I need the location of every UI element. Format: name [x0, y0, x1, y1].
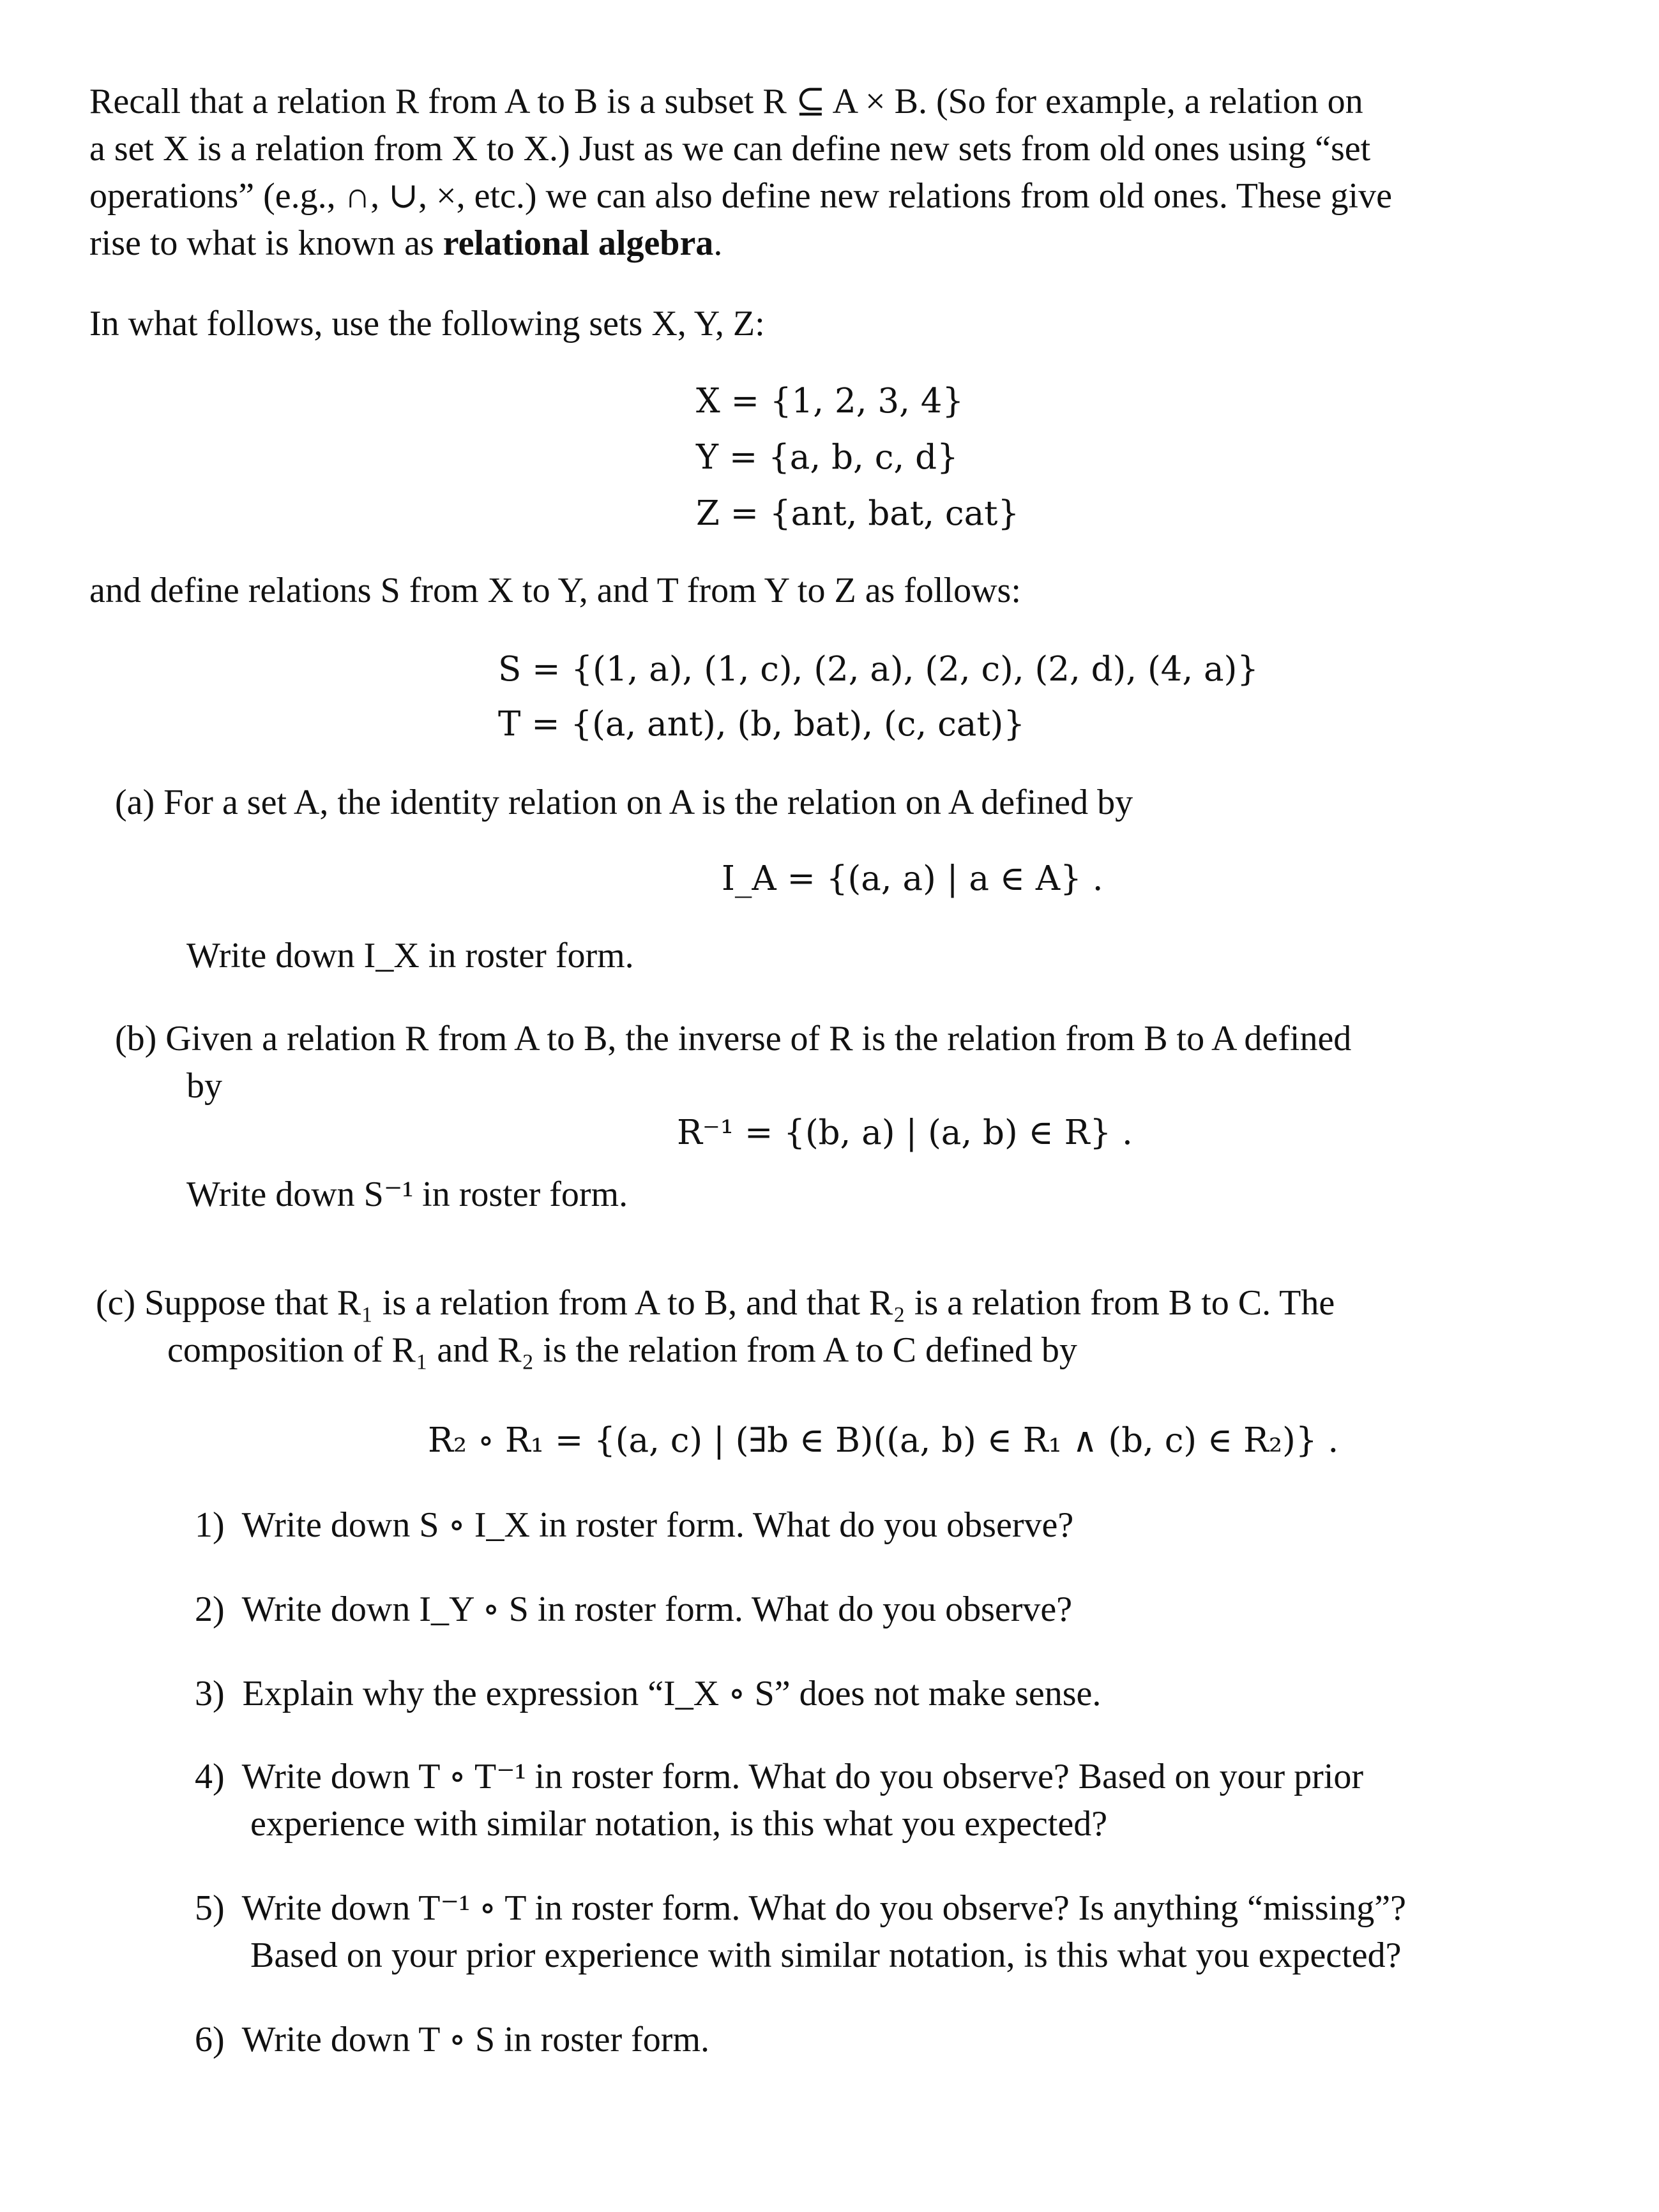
task-item-1: 1) Write down S ∘ I_X in roster form. What do you observe? [195, 1505, 1074, 1545]
task-item-6: 6) Write down T ∘ S in roster form. [195, 2020, 710, 2059]
identity-relation-formula: I_A = {(a, a) | a ∈ A} . [722, 859, 1103, 898]
relation-s-definition: S = {(1, a), (1, c), (2, a), (2, c), (2, d), (4, a)} [498, 650, 1259, 689]
task-item-5-line-1: 5) Write down T⁻¹ ∘ T in roster form. What do you observe? Is anything “missing”? [195, 1888, 1406, 1928]
composition-formula: R₂ ∘ R₁ = {(a, c) | (∃b ∈ B)((a, b) ∈ R₁ ∧ (b, c) ∈ R₂)} . [428, 1421, 1339, 1460]
part-a-task: Write down I_X in roster form. [186, 936, 634, 975]
intro-line-4-suffix: . [713, 223, 723, 263]
intro-line-1: Recall that a relation R from A to B is a subset R ⊆ A × B. (So for example, a relation on [89, 82, 1363, 121]
part-b-task: Write down S⁻¹ in roster form. [186, 1175, 628, 1214]
intro-line-4 [89, 220, 722, 267]
task-item-3: 3) Explain why the expression “I_X ∘ S” does not make sense. [195, 1674, 1102, 1713]
task-item-4-line-1: 4) Write down T ∘ T⁻¹ in roster form. What do you observe? Based on your prior [195, 1757, 1364, 1796]
part-a-text: (a) For a set A, the identity relation on A is the relation on A defined by [115, 783, 1133, 822]
inverse-relation-formula: R⁻¹ = {(b, a) | (a, b) ∈ R} . [677, 1113, 1133, 1152]
intro-line-2: a set X is a relation from X to X.) Just as we can define new sets from old ones using “set [89, 129, 1371, 169]
part-c-text-1: (c) Suppose that R₁ is a relation from A to B, and that R₂ is a relation from B to C. The [96, 1283, 1335, 1323]
relations-lead: and define relations S from X to Y, and T from Y to Z as follows: [89, 571, 1021, 610]
set-y-definition: Y = {a, b, c, d} [696, 438, 958, 477]
task-item-4-line-2: experience with similar notation, is this what you expected? [250, 1804, 1108, 1844]
task-item-5-line-2: Based on your prior experience with similar notation, is this what you expected? [250, 1936, 1402, 1975]
set-x-definition: X = {1, 2, 3, 4} [696, 382, 964, 421]
intro-line-4-prefix: rise to what is known as [89, 223, 443, 263]
relation-t-definition: T = {(a, ant), (b, bat), (c, cat)} [498, 705, 1026, 744]
part-b-text-2: by [186, 1066, 222, 1106]
part-c-text-2: composition of R₁ and R₂ is the relation from A to C defined by [167, 1330, 1077, 1370]
intro-line-3: operations” (e.g., ∩, ∪, ×, etc.) we can also define new relations from old ones. These give [89, 176, 1392, 216]
relational-algebra-term: relational algebra [443, 223, 714, 263]
sets-lead: In what follows, use the following sets X, Y, Z: [89, 304, 765, 343]
task-item-2: 2) Write down I_Y ∘ S in roster form. What do you observe? [195, 1590, 1073, 1629]
part-b-text-1: (b) Given a relation R from A to B, the inverse of R is the relation from B to A defined [115, 1019, 1352, 1058]
set-z-definition: Z = {ant, bat, cat} [696, 494, 1020, 533]
